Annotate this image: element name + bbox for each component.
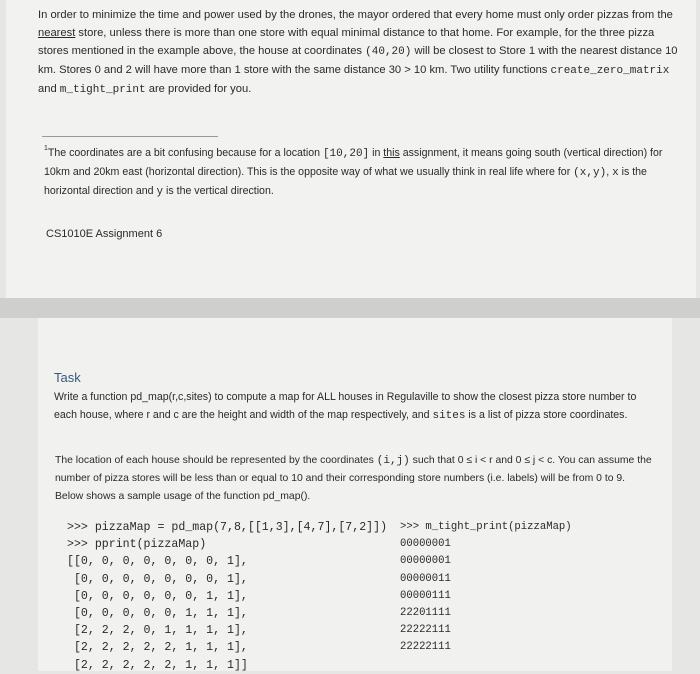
loc-ij: (i,j) xyxy=(376,455,410,467)
footnote-text-2: in xyxy=(369,147,384,159)
footnote-x: x xyxy=(612,167,619,179)
footnote-text-6: is the vertical direction. xyxy=(163,185,274,197)
loc-text-2: such that 0 ≤ i < r and 0 ≤ j < c. You can assume the number of pizza stores will be less than or equal to 10 and their corresponding store numbers (i.e. labels) will be from 0 to 9. Below shows a sample usage of the function pd_map(). xyxy=(55,455,652,502)
code-line: [2, 2, 2, 0, 1, 1, 1, 1], xyxy=(67,624,248,638)
code-line: >>> pizzaMap = pd_map(7,8,[[1,3],[4,7],[7,2]]) xyxy=(67,521,388,534)
intro-text-4: are provided for you. xyxy=(145,83,252,95)
code-line: 00000111 xyxy=(400,589,451,602)
code-line: 00000001 xyxy=(400,555,451,568)
page-gap xyxy=(0,298,700,318)
intro-fn-m-tight-print: m_tight_print xyxy=(59,84,146,96)
code-line: 00000001 xyxy=(400,538,451,551)
code-line: 00000011 xyxy=(400,572,451,585)
intro-coords: (40,20) xyxy=(365,46,412,58)
code-line: [2, 2, 2, 2, 2, 1, 1, 1], xyxy=(67,641,248,655)
task-desc-text-2: is a list of pizza store coordinates. xyxy=(465,409,628,421)
footnote-y: y xyxy=(156,186,164,198)
code-line: [[0, 0, 0, 0, 0, 0, 0, 1], xyxy=(67,555,248,569)
intro-fn-create-zero-matrix: create_zero_matrix xyxy=(550,65,670,77)
intro-text-2: store, unless there is more than one store with equal minimal distance to that home. For example, for the three pizza stores mentioned in the example above, the house at coordinates xyxy=(38,27,655,57)
code-line: 22201111 xyxy=(400,607,451,620)
task-desc-text-1: Write a function pd_map(r,c,sites) to compute a map for ALL houses in Regulaville to show the closest pizza store number to each house, where r and c are the height and width of the map respectively, and xyxy=(54,391,637,421)
footnote-marker: 1 xyxy=(44,145,48,152)
intro-text-1: In order to minimize the time and power used by the drones, the mayor ordered that every home must only order pizzas from the xyxy=(38,9,673,21)
intro-paragraph xyxy=(38,6,678,99)
footnote-this: this xyxy=(383,147,400,159)
code-example-pprint xyxy=(67,519,387,674)
footnote xyxy=(44,144,664,201)
footnote-xy: (x,y) xyxy=(573,167,607,179)
code-example-tight-print xyxy=(400,519,572,657)
footnote-text-5: is the horizontal direction and xyxy=(44,166,647,197)
footnote-text-1: The coordinates are a bit confusing because for a location xyxy=(47,147,323,159)
footnote-text-3: assignment, it means going south (vertical direction) for 10km and 20km east (horizontal direction). This is the opposite way of what we usually think in real life where for xyxy=(44,147,663,178)
code-line: >>> pprint(pizzaMap) xyxy=(67,538,207,552)
footer-label: CS1010E Assignment 6 xyxy=(46,228,163,240)
intro-nearest: nearest xyxy=(38,27,76,39)
footnote-rule xyxy=(42,136,218,137)
task-description xyxy=(54,388,654,425)
loc-text-1: The location of each house should be represented by the coordinates xyxy=(55,455,377,466)
intro-text-3: will be closest to Store 1 with the nearest distance 10 km. Stores 0 and 2 will have more than 1 store with the same distance 30 > 10 km. Two utility functions xyxy=(38,45,678,76)
location-paragraph xyxy=(55,452,655,506)
code-line: [0, 0, 0, 0, 0, 0, 0, 1], xyxy=(67,572,248,586)
footnote-coords: [10,20] xyxy=(322,148,370,160)
code-line: [2, 2, 2, 2, 2, 1, 1, 1]] xyxy=(67,658,248,672)
code-line: 22222111 xyxy=(400,641,451,654)
code-line: [0, 0, 0, 0, 0, 0, 1, 1], xyxy=(67,589,248,603)
code-line: 22222111 xyxy=(400,624,451,637)
task-sites: sites xyxy=(432,410,466,422)
intro-and: and xyxy=(38,83,57,95)
code-line: >>> m_tight_print(pizzaMap) xyxy=(400,521,572,533)
footnote-text-4: , xyxy=(606,166,613,178)
task-title: Task xyxy=(54,370,81,385)
code-line: [0, 0, 0, 0, 0, 1, 1, 1], xyxy=(67,607,248,621)
